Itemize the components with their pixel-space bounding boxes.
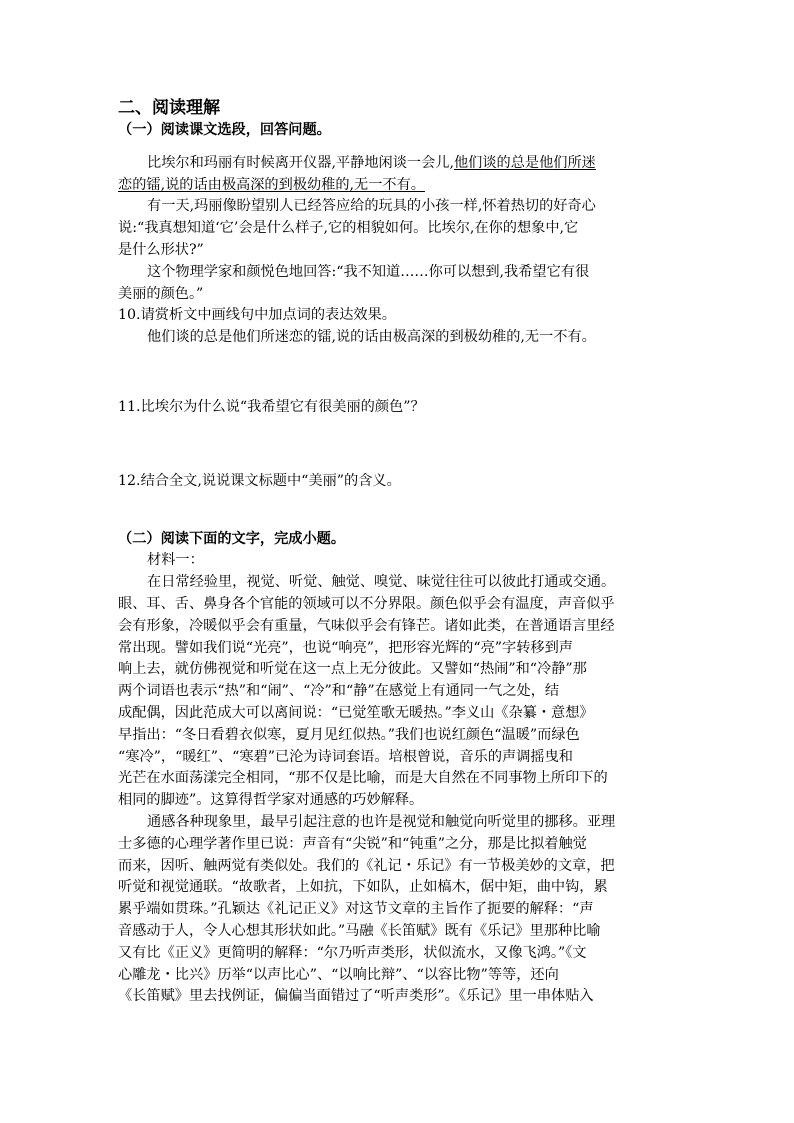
- passage-line: [118, 175, 683, 197]
- passage-line: 美丽的颜色。”: [118, 285, 204, 302]
- passage-line: 这个物理学家和颜悦色地回答:“我不知道……你可以想到,我希望它有很: [147, 263, 590, 280]
- underlined-sentence-end: 恋的镭,说的话由极高深的到极幼稚的,无一不有。: [118, 176, 425, 193]
- question-10-quote: 他们谈的总是他们所迷恋的镭,说的话由极高深的到极幼稚的,无一不有。: [147, 329, 596, 346]
- material-line: 心雕龙・比兴》历举“以声比心”、“以响比辩”、“以容比物”等等，还向: [118, 966, 559, 983]
- passage: [118, 153, 683, 306]
- document-page: [118, 96, 683, 1008]
- passage-line: [118, 153, 683, 175]
- part1-heading: （一）阅读课文选段，回答问题。: [118, 122, 331, 138]
- material-line: 相同的脚迹”。这算得哲学家对通感的巧妙解释。: [118, 792, 424, 809]
- section-title: 二、阅读理解: [118, 98, 220, 118]
- passage-line: 有一天,玛丽像盼望别人已经答应给的玩具的小孩一样,怀着热切的好奇心: [147, 198, 596, 215]
- material-line: 早指出：“冬日看碧衣似寒，夏月见红似热。”我们也说红颜色“温暖”而绿色: [118, 726, 580, 743]
- underlined-sentence-start: 他们谈的总是他们所迷: [453, 154, 596, 171]
- material-line: 《长笛赋》里去找例证，偏偏当面错过了“听声类形”。《乐记》里一串体贴入: [118, 988, 594, 1005]
- material-line: 而来，因听、触两觉有类似处。我们的《礼记・乐记》有一节极美妙的文章，把: [118, 857, 615, 874]
- material-paragraph-2: [118, 812, 683, 1008]
- part2-heading: （二）阅读下面的文字，完成小题。: [118, 530, 346, 547]
- passage-line: 说:“我真想知道‘它’会是什么样子,它的相貌如何。比埃尔,在你的想象中,它: [118, 220, 579, 237]
- passage-line: 是什么形状?”: [118, 241, 204, 258]
- material-line: 通感各种现象里，最早引起注意的也许是视觉和触觉向听觉里的挪移。亚理: [147, 813, 616, 830]
- question-10: 10.请赏析文中画线句中加点词的表达效果。: [118, 307, 396, 324]
- material-line: 眼、耳、舌、鼻身各个官能的领域可以不分界限。颜色似乎会有温度，声音似乎: [118, 595, 615, 612]
- material-line: 会有形象，冷暖似乎会有重量，气味似乎会有锋芒。诸如此类，在普通语言里经: [118, 617, 615, 634]
- passage-text: 比埃尔和玛丽有时候离开仪器,平静地闲谈一会儿,: [147, 154, 454, 171]
- material-line: 响上去，就仿佛视觉和听觉在这一点上无分彼此。又譬如“热闹”和“冷静”那: [118, 661, 587, 678]
- question-11: 11.比埃尔为什么说“我希望它有很美丽的颜色”？: [118, 398, 425, 415]
- material-line: 又有比《正义》更简明的解释：“尔乃听声类形，状似流水，又像飞鸿。”《文: [118, 944, 587, 961]
- material-line: 音感动于人，令人心想其形状如此。”马融《长笛赋》既有《乐记》里那种比喻: [118, 922, 601, 939]
- material-line: “寒冷”，“暖红”、“寒碧”已沦为诗词套语。培根曾说，音乐的声调摇曳和: [118, 748, 573, 765]
- material-line: 常出现。譬如我们说“光亮”，也说“响亮”，把形容光辉的“亮”字转移到声: [118, 639, 573, 656]
- material-line: 累乎端如贯珠。”孔颖达《礼记正义》对这节文章的主旨作了扼要的解释：“声: [118, 901, 594, 918]
- material-line: 光芒在水面荡漾完全相同，“那不仅是比喻，而是大自然在不同事物上所印下的: [118, 770, 608, 787]
- material-line: 成配偶，因此范成大可以离间说：“已觉笙歌无暖热。”李义山《杂纂・意想》: [118, 704, 594, 721]
- material-line: 士多德的心理学著作里已说：声音有“尖锐”和“钝重”之分，那是比拟着触觉: [118, 835, 587, 852]
- material-line: 听觉和视觉通联。“故歌者，上如抗，下如队，止如槁木，倨中矩，曲中钩，累: [118, 879, 608, 896]
- material-label: 材料一：: [147, 552, 204, 569]
- material-line: 在日常经验里，视觉、听觉、触觉、嗅觉、味觉往往可以彼此打通或交通。: [147, 574, 616, 591]
- question-12: 12.结合全文,说说课文标题中“美丽”的含义。: [118, 472, 401, 489]
- material-line: 两个词语也表示“热”和“闹”、“冷”和“静”在感觉上有通同一气之处，结: [118, 683, 560, 700]
- material-paragraph-1: [118, 572, 683, 812]
